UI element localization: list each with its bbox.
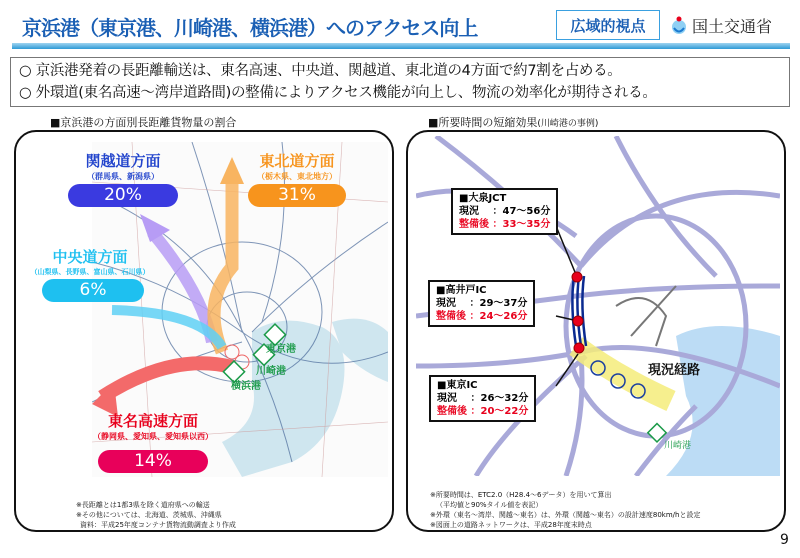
right-heading-text: ■所要時間の短縮効果 [428,116,538,129]
port-label-kawasaki: 川崎港 [256,366,286,377]
direction-kanetsu [68,150,178,207]
mlit-logo-icon [670,15,688,37]
note: ※長距離とは1都3県を除く道府県への輸送 [76,501,210,509]
left-notes [76,500,236,530]
right-heading-sub: (川崎港の事例) [537,119,599,129]
direction-chuo [20,246,160,302]
time-reduction-panel [406,130,786,532]
direction-sub: （山梨県、長野県、富山県、石川県） [30,268,150,276]
direction-sub: （静岡県、愛知県、愛知県以西） [93,432,213,441]
after-label: 整備後 ： [437,406,481,417]
page-title: 京浜港（東京港、川崎港、横浜港）へのアクセス向上 [22,16,478,40]
direction-tomei [78,410,228,473]
direction-sub: （群馬県、新潟県） [87,172,159,181]
right-heading [428,114,598,130]
share-pill: 14% [98,450,208,473]
direction-name: 東名高速方面 [107,412,198,430]
current-label: 現況 ： [436,298,480,309]
right-notes [430,490,700,530]
point-box-tokyo-ic [429,375,536,422]
current-time: 29～37分 [479,298,528,309]
current-time: 47～56分 [502,206,551,217]
after-time: 33～35分 [502,219,551,230]
note: ※外環（東名～湾岸、関越～東名）は、外環（関越～東名）の設計速度80km/hと設定 [430,511,701,519]
summary-line: ○ 外環道(東名高速～湾岸道路間)の整備によりアクセス機能が向上し、物流の効率化が期待される。 [19,85,657,101]
port-label-tokyo: 東京港 [266,344,296,355]
title-rule [12,43,790,49]
share-pill: 31% [248,184,346,207]
share-pill: 20% [68,184,178,207]
note: ※図面上の道路ネットワークは、平成28年度末時点 [430,521,592,529]
current-label: 現況 ： [437,393,481,404]
direction-share-panel [14,130,394,532]
point-box-takaido [428,280,535,327]
point-name: ■高井戸IC [436,285,487,296]
share-pill: 6% [42,279,144,302]
after-time: 24～26分 [479,311,528,322]
left-heading: ■京浜港の方面別長距離貨物量の割合 [50,116,237,129]
ministry-name: 国土交通省 [692,17,773,36]
summary-line: ○ 京浜港発着の長距離輸送は、東名高速、中央道、関越道、東北道の4方面で約7割を占める。 [19,63,622,79]
note: ※その他については、北海道、茨城県、沖縄県 [76,511,222,519]
current-time: 26～32分 [480,393,529,404]
page-number: 9 [780,532,789,548]
ministry-logo [670,14,772,37]
direction-name: 中央道方面 [52,248,128,266]
note: （平均値と90%タイル値を表記） [436,501,543,509]
direction-sub: （栃木県、東北地方） [257,172,337,181]
summary-box [10,57,790,107]
direction-name: 関越道方面 [85,152,161,170]
direction-tohoku [248,150,346,207]
note: ※所要時間は、ETC2.0（H28.4～6データ）を用いて算出 [430,491,612,499]
direction-name: 東北道方面 [259,152,335,170]
current-label: 現況 ： [459,206,503,217]
port-label-yokohama: 横浜港 [231,381,261,392]
after-time: 20～22分 [480,406,529,417]
viewpoint-badge: 広域的視点 [556,10,660,40]
note: 資料：平成25年度コンテナ貨物流動調査より作成 [80,521,236,529]
point-box-oizumi [451,188,558,235]
point-name: ■東京IC [437,380,478,391]
point-name: ■大泉JCT [459,193,507,204]
after-label: 整備後 ： [436,311,480,322]
port-label-kawasaki: 川崎港 [664,441,692,451]
route-label: 現況経路 [648,363,701,378]
after-label: 整備後 ： [459,219,503,230]
